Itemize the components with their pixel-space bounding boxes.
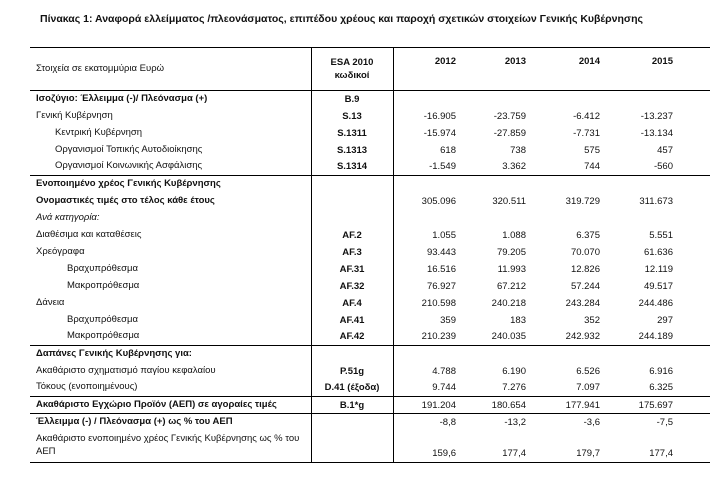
value-2015: 177,4 [649,448,673,459]
table-row [30,108,710,125]
value-2012: 210.239 [421,331,456,343]
value-2013: 320.511 [492,195,526,207]
spacer-cell [675,261,710,278]
value-2015: 175.697 [638,399,673,411]
value-2012: 76.927 [426,280,456,292]
value-2015: 5.551 [649,229,673,241]
value-2014 [528,91,602,108]
table-row [30,363,710,380]
value-2013: -23.759 [493,110,526,122]
value-2014: 242.932 [565,331,600,343]
esa-code: S.1313 [311,142,393,159]
esa-code: P.51g [311,363,393,380]
row-label: Μακροπρόθεσμα [67,279,140,291]
value-2012: 4.788 [432,365,456,377]
value-2013: 180.654 [491,399,526,411]
row-label: Διαθέσιμα και καταθέσεις [36,228,142,240]
value-2014 [528,210,602,227]
row-label: Οργανισμοί Τοπικής Αυτοδιοίκησης [55,143,203,155]
value-2015: -560 [653,161,673,173]
row-label: Οργανισμοί Κοινωνικής Ασφάλισης [55,160,203,172]
row-label: Μακροπρόθεσμα [67,330,140,342]
header-row [30,48,710,91]
table-row [30,125,710,142]
value-2012: -16.905 [423,110,456,122]
table-row [30,431,710,463]
value-2013: 79.205 [496,246,526,258]
esa-code: AF.4 [311,295,393,312]
value-2014: 744 [584,161,600,173]
row-label: Κεντρική Κυβέρνηση [55,126,143,138]
value-2013: 240.218 [491,297,526,309]
value-2012: 1.055 [432,229,456,241]
spacer-cell [675,48,710,91]
row-label: Ανά κατηγορία: [36,211,100,223]
value-2015: 311.673 [639,195,673,207]
spacer-cell [675,227,710,244]
value-2014: 352 [584,314,600,326]
spacer-cell [675,244,710,261]
row-label: Ακαθάριστο Εγχώριο Προϊόν (ΑΕΠ) σε αγοραίες τιμές [36,398,277,410]
spacer-cell [675,431,710,463]
spacer-cell [675,210,710,227]
value-2014: 243.284 [565,297,600,309]
year-header-2015: 2015 [651,56,673,67]
spacer-cell [675,397,710,414]
esa-code: S.13 [311,108,393,125]
row-label: Ισοζύγιο: Έλλειμμα (-)/ Πλεόνασμα (+) [36,92,208,104]
value-2015: 61.636 [643,246,673,258]
esa-header-line2: κωδικοί [334,70,370,81]
value-2013 [458,91,528,108]
spacer-cell [675,329,710,346]
table-row [30,312,710,329]
value-2012: 159,6 [432,448,456,459]
value-2015: 6.325 [649,382,673,394]
row-label: Βραχυπρόθεσμα [67,262,139,274]
row-label: Χρεόγραφα [36,245,85,257]
table-row [30,142,710,159]
value-2012 [393,91,458,108]
value-2013 [458,176,528,193]
value-2012: -1.549 [429,161,456,173]
esa-code [311,346,393,363]
spacer-cell [675,414,710,431]
spacer-cell [675,312,710,329]
row-label: Δάνεια [36,296,65,308]
value-2013: 11.993 [497,263,526,275]
esa-code [311,414,393,431]
value-2015: -13.134 [640,127,673,139]
value-2014: -3,6 [583,416,600,428]
value-2012: 618 [440,144,456,156]
value-2013: 240.035 [491,331,526,343]
esa-code: D.41 (έξοδα) [311,380,393,397]
table-body [30,91,710,463]
value-2015 [602,176,675,193]
value-2012: 93.443 [426,246,456,258]
year-header-2014: 2014 [578,56,600,67]
spacer-cell [675,346,710,363]
esa-code: B.1*g [311,397,393,414]
value-2014: 6.526 [576,365,600,377]
value-2013: 1.088 [502,229,526,241]
value-2014: 575 [584,144,600,156]
value-2012 [393,210,458,227]
value-2013: 738 [510,144,526,156]
row-label: Γενική Κυβέρνηση [36,109,113,121]
value-2014: 179,7 [576,448,600,459]
spacer-cell [675,363,710,380]
esa-code [311,431,393,463]
value-2015: -7,5 [656,416,673,428]
row-label: Δαπάνες Γενικής Κυβέρνησης για: [36,347,192,359]
row-label: Ονομαστικές τιμές στο τέλος κάθε έτους [36,194,215,206]
value-2014: 177.941 [565,399,600,411]
table-title: Πίνακας 1: Αναφορά ελλείμματος /πλεονάσματος, επιπέδου χρέους και παροχή σχετικών στοιχείων Γενικής Κυβέρνησης [40,13,643,25]
value-2012 [393,346,458,363]
value-2012: 305.096 [421,195,456,207]
value-2014: 319.729 [565,195,600,207]
value-2015 [602,346,675,363]
value-2015 [602,91,675,108]
value-2013: 177,4 [502,448,526,459]
table-row [30,159,710,176]
esa-code [311,176,393,193]
esa-code: B.9 [311,91,393,108]
value-2013 [458,210,528,227]
value-2013: 7.276 [502,382,526,394]
esa-code: AF.2 [311,227,393,244]
table-row [30,193,710,210]
value-2013 [458,346,528,363]
row-label: Ακαθάριστο ενοποιημένο χρέος Γενικής Κυβέρνησης ως % του ΑΕΠ [36,433,300,458]
table-row [30,295,710,312]
value-2015: 49.517 [643,280,673,292]
row-label: Βραχυπρόθεσμα [67,313,139,325]
value-2013: 3.362 [502,161,526,173]
table-row [30,414,710,431]
value-2012: 9.744 [432,382,456,394]
value-2012: 359 [440,314,456,326]
table-row [30,346,710,363]
esa-code: AF.42 [311,329,393,346]
value-2013: 183 [510,314,526,326]
value-2015: -13.237 [640,110,673,122]
value-2013: -13,2 [504,416,526,428]
esa-code: AF.41 [311,312,393,329]
value-2015: 12.119 [644,263,673,275]
table-row [30,329,710,346]
row-label: Τόκους (ενοποιημένους) [36,381,138,393]
value-2014: 7.097 [576,382,600,394]
value-2014: -7.731 [573,127,600,139]
spacer-cell [675,176,710,193]
value-2014 [528,346,602,363]
value-2015: 457 [657,144,673,156]
data-table [30,47,710,463]
row-label: Ενοποιημένο χρέος Γενικής Κυβέρνησης [36,177,221,189]
esa-code: AF.3 [311,244,393,261]
table-row [30,278,710,295]
value-2013: 6.190 [502,365,526,377]
year-header-2013: 2013 [504,56,526,67]
table-row [30,227,710,244]
table-row [30,397,710,414]
value-2014: 70.070 [570,246,600,258]
esa-codes-header [311,48,393,91]
value-2012 [393,176,458,193]
value-2015 [602,210,675,227]
table-row [30,261,710,278]
year-header-2012: 2012 [434,56,456,67]
value-2012: 210.598 [421,297,456,309]
units-header: Στοιχεία σε εκατομμύρια Ευρώ [36,62,165,74]
esa-code: AF.31 [311,261,393,278]
table-row [30,176,710,193]
spacer-cell [675,142,710,159]
spacer-cell [675,295,710,312]
esa-code: S.1311 [311,125,393,142]
value-2013: 67.212 [496,280,526,292]
row-label: Έλλειμμα (-) / Πλεόνασμα (+) ως % του ΑΕΠ [36,415,233,427]
spacer-cell [675,108,710,125]
spacer-cell [675,380,710,397]
esa-header-line1: ESA 2010 [330,56,374,68]
value-2014: 57.244 [570,280,600,292]
value-2014 [528,176,602,193]
value-2014: 12.826 [570,263,600,275]
spacer-cell [675,125,710,142]
esa-code [311,210,393,227]
spacer-cell [675,159,710,176]
table-row [30,244,710,261]
value-2015: 6.916 [649,365,673,377]
table-row [30,210,710,227]
esa-code: S.1314 [311,159,393,176]
value-2012: -8,8 [439,416,456,428]
spacer-cell [675,193,710,210]
value-2015: 244.189 [638,331,673,343]
value-2015: 297 [657,314,673,326]
value-2012: 16.516 [426,263,456,275]
table-row [30,91,710,108]
spacer-cell [675,91,710,108]
value-2012: -15.974 [423,127,456,139]
value-2014: 6.375 [576,229,600,241]
row-label: Ακαθάριστο σχηματισμό παγίου κεφαλαίου [36,364,216,376]
value-2013: -27.859 [493,127,526,139]
value-2014: -6.412 [573,110,600,122]
table-row [30,380,710,397]
value-2015: 244.486 [638,297,673,309]
spacer-cell [675,278,710,295]
esa-code [311,193,393,210]
value-2012: 191.204 [421,399,456,411]
esa-code: AF.32 [311,278,393,295]
